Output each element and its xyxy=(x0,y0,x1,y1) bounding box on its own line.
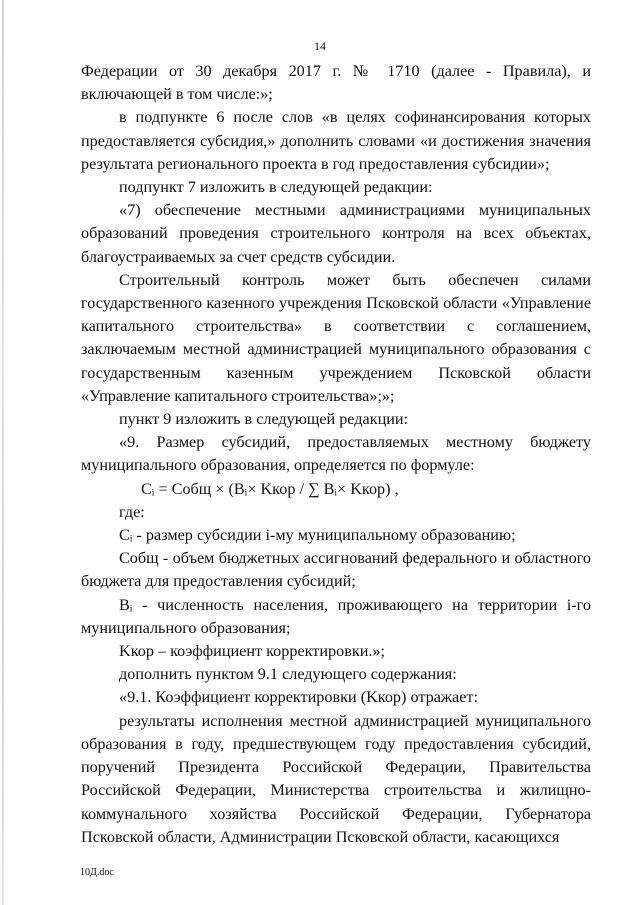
paragraph: Bᵢ - численность населения, проживающего на территории i-го муниципального образования; xyxy=(81,595,591,637)
page-number: 14 xyxy=(314,39,326,53)
paragraph: Федерации от 30 декабря 2017 г. № 1710 (далее - Правила), и включающей в том числе:»; xyxy=(81,62,591,104)
paragraph: «9.1. Коэффициент корректировки (Kкор) отражает: xyxy=(119,688,478,707)
scan-edge xyxy=(2,0,4,905)
body-text xyxy=(81,60,591,849)
paragraph: Cобщ - объем бюджетных ассигнований федерального и областного бюджета для предоставления субсидий; xyxy=(81,549,591,591)
paragraph: «7) обеспечение местными администрациями муниципальных образований проведения строительного контроля на всех объектах, благоустраиваемых за счет средств субсидии. xyxy=(81,201,591,266)
paragraph: Cᵢ - размер субсидии i-му муниципальному образованию; xyxy=(119,526,516,545)
footer-filename: 10Д.doc xyxy=(80,867,114,878)
paragraph: где: xyxy=(119,502,145,521)
paragraph: пункт 9 изложить в следующей редакции: xyxy=(119,410,409,429)
paragraph: результаты исполнения местной администрацией муниципального образования в году, предшествующем году предоставления субсидий, поручений Президента Российской Федерации, Правительства Российской Федерации, Министерства строительства и жилищно-коммунального хозяйства Российской Федерации, Губернатора Псковской области, Администрации Псковской области, касающихся xyxy=(81,711,591,846)
paragraph: дополнить пунктом 9.1 следующего содержания: xyxy=(119,665,457,684)
paragraph: Строительный контроль может быть обеспечен силами государственного казенного учреждения Псковской области «Управление капитального строительства» в соответствии с соглашением, заключаемым местной администрацией муниципального образования с государственным казенным учреждением Псковской области «Управление капитального строительства»;»; xyxy=(81,270,591,405)
paragraph: Kкор – коэффициент корректировки.»; xyxy=(119,642,386,661)
formula: Cᵢ = Cобщ × (Bᵢ× Kкор / ∑ Bᵢ× Kкор) , xyxy=(141,479,399,498)
paragraph: «9. Размер субсидий, предоставляемых местному бюджету муниципального образования, определяется по формуле: xyxy=(81,433,591,475)
paragraph: в подпункте 6 после слов «в целях софинансирования которых предоставляется субсидия,» дополнить словами «и достижения значения результата регионального проекта в год предоставления субсидии»; xyxy=(81,108,591,173)
paragraph: подпункт 7 изложить в следующей редакции: xyxy=(119,178,433,197)
